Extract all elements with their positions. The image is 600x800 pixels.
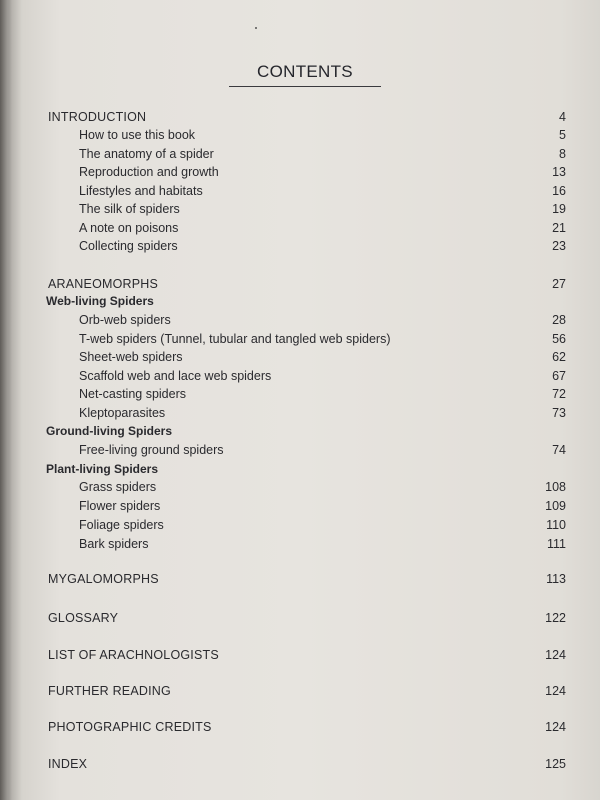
toc-entry-label: Foliage spiders (79, 518, 164, 532)
toc-entry-page: 67 (552, 369, 566, 383)
toc-entry-page: 122 (545, 611, 566, 625)
page-title: CONTENTS (257, 62, 353, 81)
toc-entry (0, 200, 600, 218)
toc-entry-page: 13 (552, 165, 566, 179)
toc-entry (0, 182, 600, 200)
toc-entry-page: 19 (552, 202, 566, 216)
title-underline (229, 86, 381, 87)
toc-entry-label: Net-casting spiders (79, 387, 186, 401)
toc-entry (0, 330, 600, 348)
toc-entry-page: 74 (552, 443, 566, 457)
toc-entry-page: 124 (545, 720, 566, 734)
toc-entry-page: 56 (552, 332, 566, 346)
toc-entry (0, 126, 600, 144)
toc-entry-label: Flower spiders (79, 499, 161, 513)
toc-entry-page: 27 (552, 277, 566, 291)
toc-entry (0, 535, 600, 553)
toc-entry-page: 21 (552, 221, 566, 235)
toc-entry-page: 73 (552, 406, 566, 420)
toc-entry (0, 275, 600, 293)
toc-entry (0, 609, 600, 627)
toc-entry-label: Sheet-web spiders (79, 350, 183, 364)
toc-entry (0, 404, 600, 422)
toc-entry-label: MYGALOMORPHS (48, 572, 159, 586)
toc-entry-label: T-web spiders (Tunnel, tubular and tangled web spiders) (79, 332, 391, 346)
toc-entry (0, 682, 600, 700)
toc-entry-page: 109 (545, 499, 566, 513)
toc-entry-label: How to use this book (79, 128, 196, 142)
toc-entry (0, 108, 600, 126)
toc-entry-label: The silk of spiders (79, 202, 180, 216)
toc-entry (0, 145, 600, 163)
toc-entry-label: Reproduction and growth (79, 165, 219, 179)
toc-entry-page: 113 (546, 572, 566, 586)
toc-entry-page: 111 (546, 537, 566, 551)
toc-entry-label: Kleptoparasites (79, 406, 166, 420)
toc-entry-page: 124 (545, 648, 566, 662)
toc-entry (0, 163, 600, 181)
toc-entry-label: Bark spiders (79, 537, 149, 551)
toc-entry-label: PHOTOGRAPHIC CREDITS (48, 720, 212, 734)
toc-entry-label: Lifestyles and habitats (79, 184, 203, 198)
toc-entry-label: Free-living ground spiders (79, 443, 224, 457)
toc-entry-label: Orb-web spiders (79, 313, 171, 327)
toc-entry-page: 124 (545, 684, 566, 698)
toc-entry (0, 718, 600, 736)
toc-entry-label: Grass spiders (79, 480, 157, 494)
toc-entry-page: 5 (559, 128, 566, 142)
toc-entry-page: 16 (552, 184, 566, 198)
toc-entry-page: 23 (552, 239, 566, 253)
toc-entry-label: Ground-living Spiders (46, 424, 173, 438)
page-speck (255, 27, 257, 29)
toc-entry (0, 311, 600, 329)
toc-entry (0, 367, 600, 385)
toc-entry-label: Plant-living Spiders (46, 462, 159, 476)
toc-entry-label: Collecting spiders (79, 239, 178, 253)
toc-entry (0, 385, 600, 403)
toc-entry-page: 4 (559, 110, 566, 124)
toc-entry-page: 108 (545, 480, 566, 494)
toc-entry (0, 460, 600, 478)
toc-entry-label: FURTHER READING (48, 684, 171, 698)
toc-entry-page: 72 (552, 387, 566, 401)
toc-entry-label: LIST OF ARACHNOLOGISTS (48, 648, 219, 662)
toc-entry-label: A note on poisons (79, 221, 179, 235)
toc-entry-label: Scaffold web and lace web spiders (79, 369, 272, 383)
toc-entry (0, 292, 600, 310)
toc-entry (0, 570, 600, 588)
toc-entry (0, 219, 600, 237)
toc-entry-page: 110 (546, 518, 566, 532)
toc-entry-page: 28 (552, 313, 566, 327)
toc-entry (0, 237, 600, 255)
toc-entry (0, 497, 600, 515)
toc-entry (0, 441, 600, 459)
toc-entry (0, 755, 600, 773)
toc-entry-label: INDEX (48, 757, 88, 771)
toc-entry-page: 8 (559, 147, 566, 161)
toc-entry-label: Web-living Spiders (46, 294, 154, 308)
toc-entry (0, 516, 600, 534)
toc-entry-label: The anatomy of a spider (79, 147, 214, 161)
toc-entry (0, 422, 600, 440)
toc-entry (0, 348, 600, 366)
toc-entry-label: ARANEOMORPHS (48, 277, 159, 291)
toc-entry (0, 646, 600, 664)
toc-entry-label: INTRODUCTION (48, 110, 147, 124)
toc-entry-page: 62 (552, 350, 566, 364)
toc-entry-label: GLOSSARY (48, 611, 119, 625)
toc-entry-page: 125 (545, 757, 566, 771)
toc-entry (0, 478, 600, 496)
